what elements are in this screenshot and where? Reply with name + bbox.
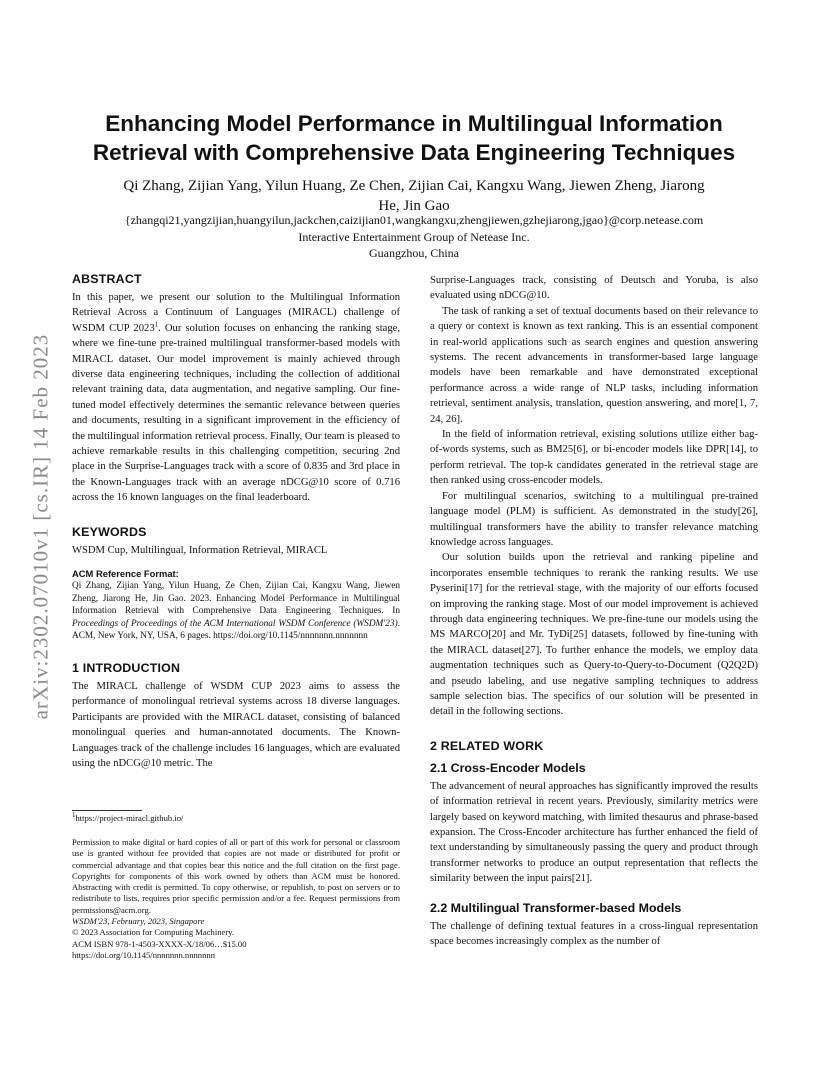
authors-line-2: He, Jin Gao xyxy=(378,198,450,214)
cross-encoder-text: The advancement of neural approaches has significantly improved the results of information retrieval in recent years. Previously, similarity metrics were largely based on keyword matching, with limited thesaurus and phrase-based expansion. The Cross-Encoder architecture has further enhanced the field of text understanding by simultaneously passing the query and product through transformer networks to produce an output representation that reflects the similarity between the input pairs[21]. xyxy=(430,780,758,885)
intro-paragraph-3: In the field of information retrieval, existing solutions utilize either bag-of-words systems, such as BM25[6], or bi-encoder models like DPR[14], to perform retrieval. The top-k candidates generated in the retrieval stage are then ranked using cross-encoder models. xyxy=(430,429,758,487)
introduction-heading: 1 INTRODUCTION xyxy=(72,661,181,676)
keywords-text: WSDM Cup, Multilingual, Information Retrieval, MIRACL xyxy=(72,544,328,556)
arxiv-stamp-text: arXiv:2302.07010v1 [cs.IR] 14 Feb 2023 xyxy=(28,333,53,719)
conference-venue: WSDM'23, February, 2023, Singapore xyxy=(72,916,205,927)
paper-title xyxy=(70,109,758,167)
acm-reference-venue: Proceedings of Proceedings of the ACM International WSDM Conference (WSDM'23) xyxy=(72,618,398,629)
acm-reference-text-a: Qi Zhang, Zijian Yang, Yilun Huang, Ze Chen, Zijian Cai, Kangxu Wang, Jiewen Zheng, Jiarong He, Jin Gao. 2023. Enhancing Model Performance in Multilingual Information Retrieval with Comprehensive Data Engineering Techniques. In xyxy=(72,581,400,617)
footnote xyxy=(72,813,400,824)
introduction-text: The MIRACL challenge of WSDM CUP 2023 aims to assess the performance of monolingual retrieval systems across 18 diverse languages. Participants are provided with the MIRACL dataset, consisting of balanced monolingual queries and human-annotated documents. The Known-Languages track of the challenge includes 16 languages, which are evaluated using the nDCG@10 metric. The xyxy=(72,681,400,770)
cross-encoder-heading: 2.1 Cross-Encoder Models xyxy=(430,760,586,775)
footnote-rule xyxy=(72,810,142,811)
affiliation: Interactive Entertainment Group of Netease Inc. xyxy=(298,230,530,244)
left-column xyxy=(72,271,400,772)
multilingual-heading: 2.2 Multilingual Transformer-based Models xyxy=(430,900,682,915)
author-emails: {zhangqi21,yangzijian,huangyilun,jackchen,caizijian01,wangkangxu,zhengjiewen,gzhejiarong,jgao}@corp.netease.com xyxy=(124,213,704,227)
permission-block xyxy=(72,837,400,961)
authors-line-1: Qi Zhang, Zijian Yang, Yilun Huang, Ze Chen, Zijian Cai, Kangxu Wang, Jiewen Zheng, Jiarong xyxy=(123,178,705,194)
doi-line: https://doi.org/10.1145/nnnnnnn.nnnnnnn xyxy=(72,949,215,960)
arxiv-stamp xyxy=(24,296,58,756)
abstract-text-a: In this paper, we present our solution to the Multilingual Information Retrieval Across a Continuum of Languages (MIRACL) challenge of WSDM CUP 2023 xyxy=(72,292,400,334)
intro-paragraph-4: For multilingual scenarios, switching to a multilingual pre-trained language model (PLM) is sufficient. As demonstrated in the study[26], multilingual transformers have the ability to transfer relevance matching knowledge across languages. xyxy=(430,490,758,548)
abstract-text xyxy=(72,290,400,506)
acm-reference-heading: ACM Reference Format: xyxy=(72,568,179,580)
copyright-line: © 2023 Association for Computing Machinery. xyxy=(72,927,235,938)
title-line-2: Retrieval with Comprehensive Data Engineering Techniques xyxy=(92,140,736,165)
intro-paragraph-5: Our solution builds upon the retrieval and ranking pipeline and incorporates ensemble techniques to rerank the ranking results. We use Pyserini[17] for the retrieval stage, with the majority of our efforts focused on improving the ranking stage. Most of our model improvement is achieved through data engineering techniques. We pre-fine-tune our models using the MS MARCO[20] and Mr. TyDi[25] datasets, followed by fine-tuning with the MIRACL dataset[27]. To further enhance the models, we employ data augmentation techniques such as Query-to-Query-to-Document (Q2Q2D) and pseudo labeling, and use negative sampling techniques to address sample selection bias. The specifics of our solution will be presented in detail in the following sections. xyxy=(430,552,758,718)
footnote-marker: 1 xyxy=(154,320,159,329)
abstract-text-b: . Our solution focuses on enhancing the ranking stage, where we fine-tune pre-trained multilingual transformer-based models with MIRACL dataset. Our model improvement is mainly achieved through diverse data engineering techniques, including the collection of additional relevant training data, data augmentation, and negative sampling. Our fine-tuned model effectively determines the semantic relevance between queries and documents, resulting in a significant improvement in the efficiency of the multilingual information retrieval process. Finally, Our team is pleased to achieve remarkable results in this challenging competition, securing 2nd place in the Surprise-Languages track with a score of 0.835 and 3rd place in the Known-Languages track with an average nDCG@10 score of 0.716 across the 16 known languages on the final leaderboard. xyxy=(72,322,400,504)
intro-paragraph-1: Surprise-Languages track, consisting of Deutsch and Yoruba, is also evaluated using nDCG@10. xyxy=(430,275,758,302)
acm-reference-text-b: . ACM, New York, NY, USA, 6 pages. https://doi.org/10.1145/nnnnnnn.nnnnnnn xyxy=(72,618,400,642)
footnote-url: https://project-miracl.github.io/ xyxy=(75,813,184,823)
footnote-number: 1 xyxy=(72,811,76,820)
related-work-heading: 2 RELATED WORK xyxy=(430,738,544,753)
intro-paragraph-2: The task of ranking a set of textual documents based on their relevance to a query or context is known as text ranking. This is an essential component in real-world applications such as search engines and question answering systems. The recent advancements in transformer-based large language models have been remarkable and have demonstrated exceptional performance across a wide range of NLP tasks, including information retrieval, sentiment analysis, translation, question answering, and more[1, 7, 24, 26]. xyxy=(430,305,758,425)
isbn-line: ACM ISBN 978-1-4503-XXXX-X/18/06…$15.00 xyxy=(72,938,247,949)
location: Guangzhou, China xyxy=(369,246,459,260)
keywords-heading: KEYWORDS xyxy=(72,524,147,539)
right-column xyxy=(430,273,758,949)
author-list xyxy=(90,176,738,216)
acm-reference-text xyxy=(72,580,400,643)
multilingual-text: The challenge of defining textual features in a cross-lingual representation space becomes increasingly complex as the number of xyxy=(430,920,758,948)
permission-text: Permission to make digital or hard copies of all or part of this work for personal or classroom use is granted without fee provided that copies are not made or distributed for profit or commercial advantage and that copies bear this notice and the full citation on the first page. Copyrights for components of this work owned by others than ACM must be honored. Abstracting with credit is permitted. To copy otherwise, or republish, to post on servers or to redistribute to lists, requires prior specific permission and/or a fee. Request permissions from permissions@acm.org. xyxy=(72,837,400,915)
acm-reference xyxy=(72,567,400,643)
title-line-1: Enhancing Model Performance in Multilingual Information xyxy=(105,111,723,136)
abstract-heading: ABSTRACT xyxy=(72,272,142,286)
